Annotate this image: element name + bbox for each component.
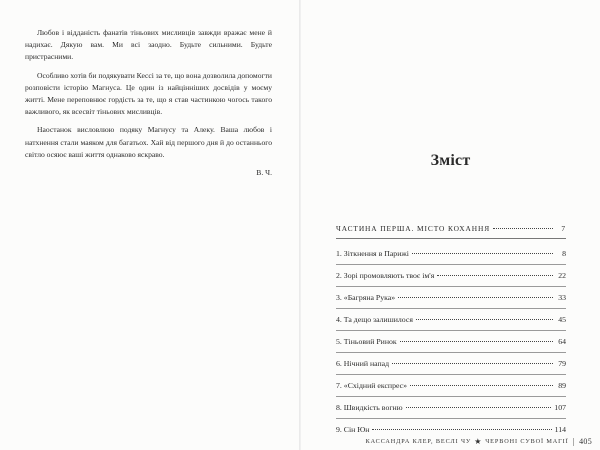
toc-entry-page: 22 (558, 271, 566, 280)
footer-book-title: ЧЕРВОНІ СУВОЇ МАГІЇ (485, 438, 569, 445)
page-number: 405 (579, 437, 592, 446)
dot-leader (493, 228, 553, 229)
toc-entry[interactable] (336, 309, 566, 331)
toc-entry[interactable] (336, 243, 566, 265)
dot-leader (398, 297, 553, 298)
toc-part-heading[interactable] (336, 224, 566, 239)
footer-authors: КАССАНДРА КЛЕР, ВЕСЛІ ЧУ (365, 438, 472, 445)
table-of-contents (336, 224, 566, 440)
toc-entry[interactable] (336, 397, 566, 419)
toc-part-label: ЧАСТИНА ПЕРША. МІСТО КОХАННЯ (336, 224, 491, 233)
toc-entry-label: 6. Нічний напад (336, 359, 390, 368)
toc-entry[interactable] (336, 353, 566, 375)
ack-paragraph: Наостанок висловлюю подяку Магнусу та Алеку. Ваша любов і натхнення стали маяком для багатьох. Хай від першого дня й до останнього світло осяює ваші життя однаково яскраво. (25, 125, 272, 159)
toc-entry-page: 114 (554, 425, 566, 434)
toc-entry-label: 8. Швидкість вогню (336, 403, 403, 412)
toc-entry[interactable] (336, 331, 566, 353)
toc-entry-label: 9. Сін Юн (336, 425, 370, 434)
toc-entry-label: 4. Та дещо залишилося (336, 315, 413, 324)
toc-entry-page: 64 (558, 337, 566, 346)
toc-entry-page: 33 (558, 293, 566, 302)
running-footer (366, 437, 592, 446)
toc-entry-page: 8 (562, 249, 566, 258)
toc-entry-label: 7. «Східний експрес» (336, 381, 407, 390)
toc-entry-label: 2. Зорі промовляють твоє ім'я (336, 271, 435, 280)
footer-separator: | (572, 437, 576, 446)
dot-leader (410, 385, 553, 386)
acknowledgements (25, 27, 272, 179)
toc-entry-label: 5. Тіньовий Ринок (336, 337, 397, 346)
dot-leader (372, 429, 551, 430)
toc-entry-label: 3. «Багряна Рука» (336, 293, 396, 302)
dot-leader (392, 363, 553, 364)
dot-leader (437, 275, 553, 276)
toc-entry[interactable] (336, 287, 566, 309)
ack-paragraph: Особливо хотів би подякувати Кессі за те, що вона дозволила допомогти розповісти історію Магнуса. Це один із найцінніших досвідів у моєму житті. Мене переповнює гордість за те, що я став частинкою чогось такого важливого, як всесвіт тіньових мисливців. (25, 70, 272, 117)
toc-entry-page: 79 (558, 359, 566, 368)
toc-entry-page: 45 (558, 315, 566, 324)
toc-entry-label: 1. Зіткнення в Парижі (336, 249, 409, 258)
toc-entry[interactable] (336, 265, 566, 287)
toc-entry[interactable] (336, 375, 566, 397)
dot-leader (412, 253, 553, 254)
toc-part-page: 7 (561, 224, 566, 233)
toc-title: Зміст (430, 152, 471, 169)
dot-leader (416, 319, 553, 320)
ack-paragraph: Любов і відданість фанатів тіньових мисливців завжди вражає мене й надихає. Дякую вам. Ми всі заодно. Будьте сильними. Будьте пристрасними. (25, 28, 272, 62)
toc-entry-page: 89 (558, 381, 566, 390)
star-icon: ★ (474, 437, 483, 446)
toc-entry-page: 107 (554, 403, 566, 412)
dot-leader (406, 407, 552, 408)
dot-leader (400, 341, 553, 342)
signature: В. Ч. (256, 168, 272, 178)
